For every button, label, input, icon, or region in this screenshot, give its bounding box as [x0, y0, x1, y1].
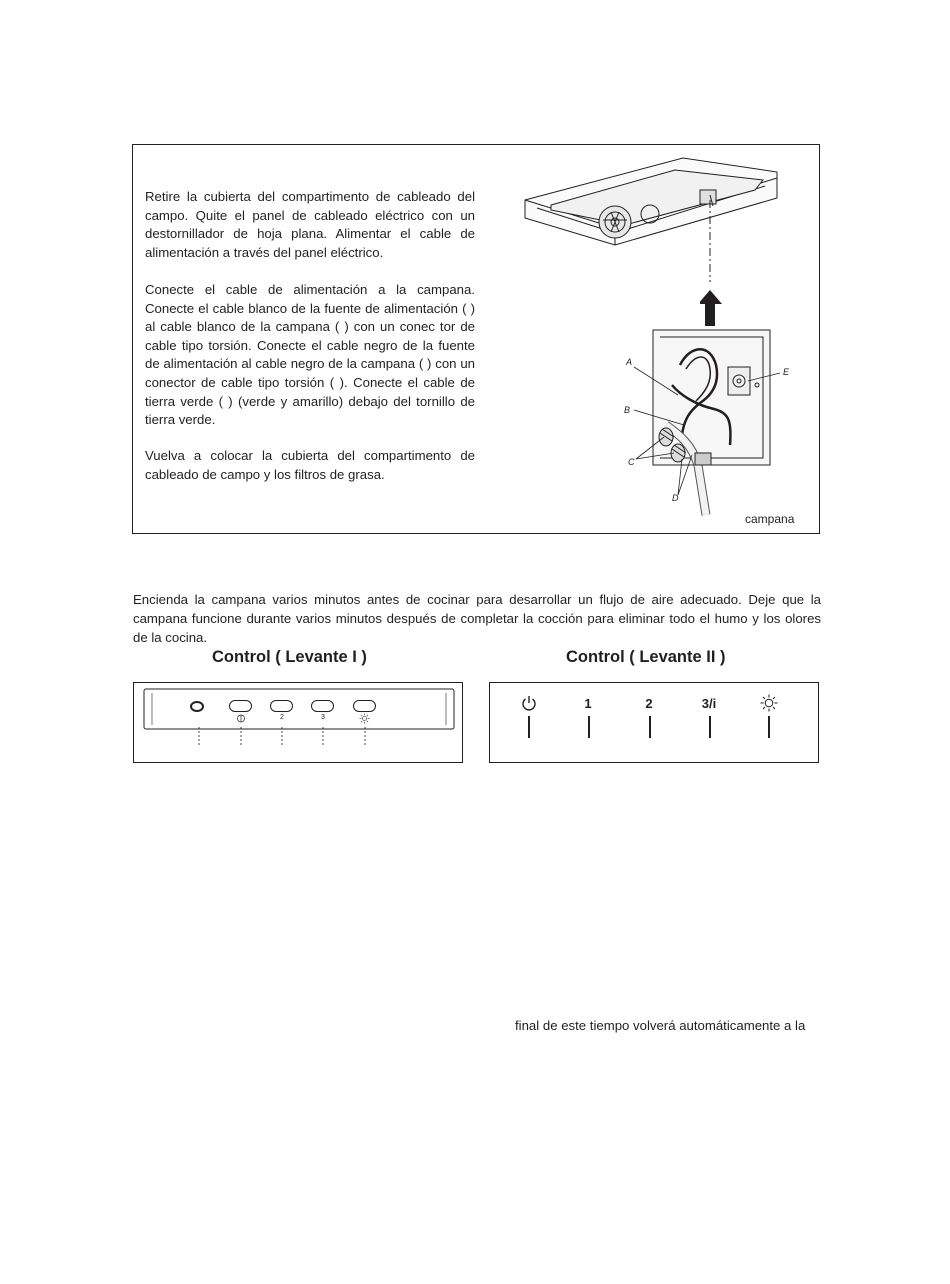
diagram-label-e: E — [783, 367, 790, 377]
install-paragraph-3: Vuelva a colocar la cubierta del compartimento de cableado de campo y los filtros de grasa. — [145, 448, 475, 482]
control-1-title: Control ( Levante I ) — [212, 648, 367, 666]
diagram-caption: campana — [745, 512, 795, 526]
dashed-guide-arrow — [700, 190, 730, 330]
control-1-speed-2-button[interactable] — [270, 700, 293, 712]
control-2-light-indicator — [768, 716, 770, 738]
diagram-label-a: A — [626, 357, 633, 367]
control-2-title: Control ( Levante II ) — [566, 648, 726, 666]
control-2-power-icon[interactable] — [521, 695, 537, 711]
diagram-label-d: D — [672, 493, 679, 503]
control-1-power-button[interactable] — [190, 701, 204, 712]
control-2-power-indicator — [528, 716, 530, 738]
install-paragraph-1: Retire la cubierta del compartimento de cableado del campo. Quite el panel de cableado eléctrico con un destornillador de hoja plana. Alimentar el cable de alimentación a través del panel eléctrico. — [145, 189, 475, 260]
control-1-speed-3-label: 3 — [321, 714, 325, 721]
control-2-label-speed-1[interactable]: 1 — [584, 696, 592, 711]
control-1-speed-1-button[interactable] — [229, 700, 252, 712]
control-2-speed-1-indicator — [588, 716, 590, 738]
control-2-label-speed-3[interactable]: 3/i — [701, 696, 717, 711]
control-1-panel — [140, 687, 458, 747]
control-1-speed-2-label: 2 — [280, 714, 284, 721]
diagram-label-b: B — [624, 405, 631, 415]
control-1-speed-3-button[interactable] — [311, 700, 334, 712]
range-hood-illustration — [515, 150, 785, 260]
control-1-speed-1-icon — [236, 714, 246, 723]
wiring-box-illustration — [620, 325, 800, 520]
control-2-label-speed-2[interactable]: 2 — [645, 696, 653, 711]
operation-paragraph: Encienda la campana varios minutos antes de cocinar para desarrollar un flujo de aire adecuado. Deje que la campana funcione durante varios minutos después de completar la cocción para eliminar todo el humo y los olores de la cocina. — [133, 592, 821, 645]
control-2-speed-2-indicator — [649, 716, 651, 738]
footer-text-fragment: final de este tiempo volverá automáticamente a la — [515, 1018, 806, 1033]
control-2-speed-3-indicator — [709, 716, 711, 738]
control-2-light-icon[interactable] — [760, 694, 778, 712]
control-1-light-button[interactable] — [353, 700, 376, 712]
install-paragraph-2: Conecte el cable de alimentación a la campana. Conecte el cable blanco de la fuente de alimentación ( ) al cable blanco de la campana ( ) con un conec tor de cable tipo torsión. Conecte el cable negro de la fuente de alimentación al cable negro de la campana ( ) con un conector de cable tipo torsión ( ). Conecte el cable de tierra verde ( ) (verde y amarillo) debajo del tornillo de tierra verde. — [145, 282, 475, 428]
diagram-label-c: C — [628, 457, 635, 467]
control-1-light-icon — [359, 713, 370, 724]
